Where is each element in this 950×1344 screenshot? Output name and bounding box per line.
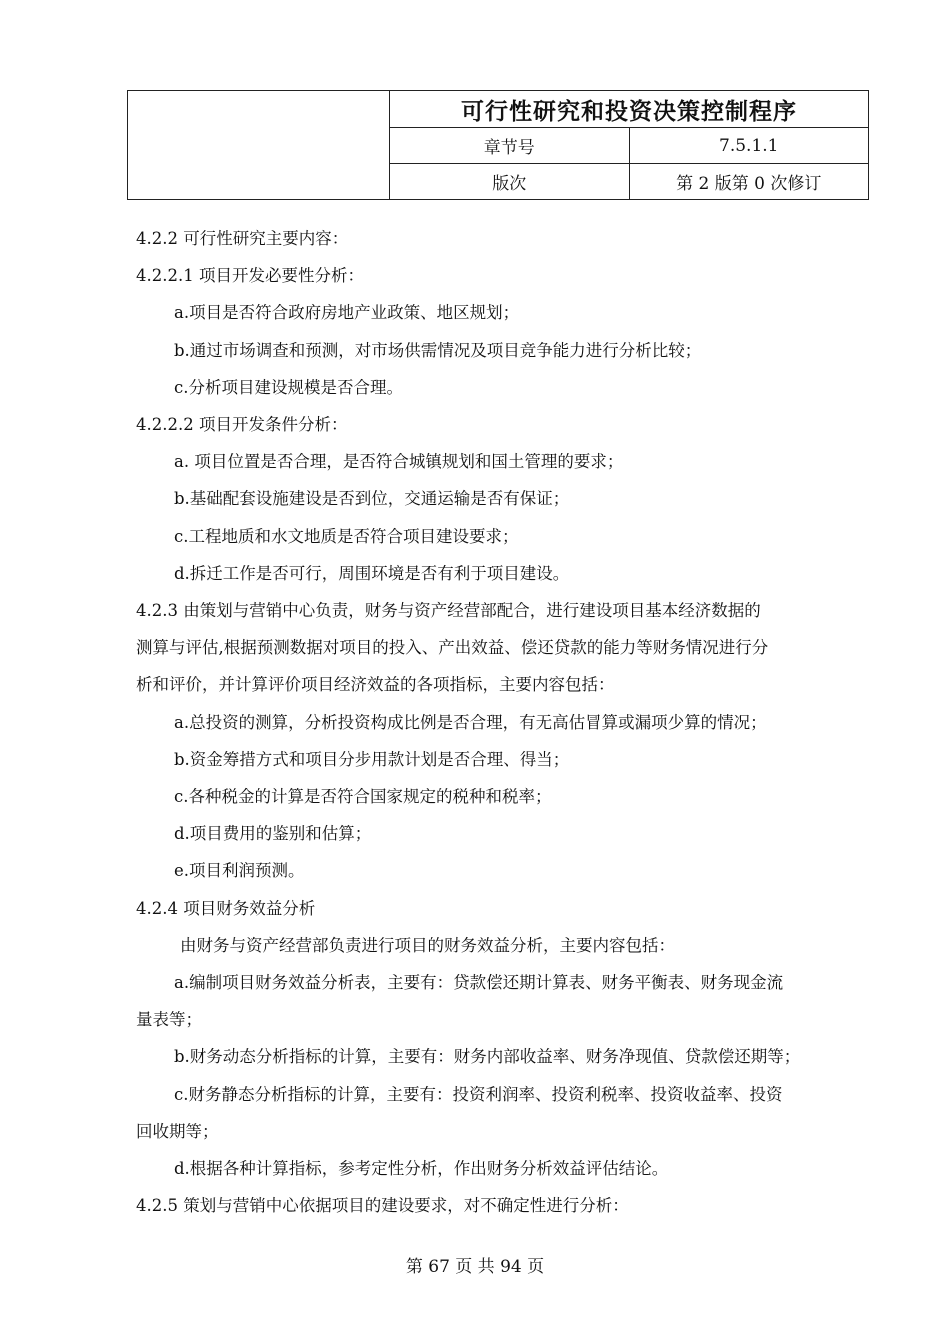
body-line: a.编制项目财务效益分析表，主要有：贷款偿还期计算表、财务平衡表、财务现金流 (174, 973, 784, 993)
document-body (0, 220, 950, 1224)
body-line: b.基础配套设施建设是否到位，交通运输是否有保证； (174, 489, 570, 509)
body-line: d.项目费用的鉴别和估算； (174, 824, 372, 844)
body-line: b.资金筹措方式和项目分步用款计划是否合理、得当； (174, 749, 570, 769)
body-line: a.项目是否符合政府房地产业政策、地区规划； (174, 303, 520, 323)
chapter-value: 7.5.1.1 (629, 128, 869, 164)
body-line: 4.2.2 可行性研究主要内容： (136, 229, 349, 248)
body-line: 4.2.2.1 项目开发必要性分析： (136, 266, 364, 286)
page-number: 第 67 页 共 94 页 (405, 1257, 545, 1277)
chapter-label: 章节号 (390, 128, 630, 164)
body-line: 析和评价，并计算评价项目经济效益的各项指标，主要内容包括： (136, 675, 615, 695)
body-line: 由财务与资产经营部负责进行项目的财务效益分析，主要内容包括： (180, 935, 675, 955)
body-line: 4.2.5 策划与营销中心依据项目的建设要求，对不确定性进行分析： (136, 1196, 629, 1216)
body-line: a.总投资的测算，分析投资构成比例是否合理，有无高估冒算或漏项少算的情况； (174, 712, 767, 732)
body-line: 回收期等； (136, 1121, 219, 1141)
body-line: c.分析项目建设规模是否合理。 (174, 377, 403, 397)
body-line: b.通过市场调查和预测，对市场供需情况及项目竞争能力进行分析比较； (174, 340, 702, 360)
body-line: 4.2.4 项目财务效益分析 (136, 898, 316, 918)
document-header-table (127, 90, 869, 200)
version-label: 版次 (390, 164, 630, 200)
body-line: 测算与评估,根据预测数据对项目的投入、产出效益、偿还贷款的能力等财务情况进行分 (136, 638, 769, 658)
body-line: b.财务动态分析指标的计算，主要有：财务内部收益率、财务净现值、贷款偿还期等； (174, 1047, 801, 1067)
body-line: 量表等； (136, 1010, 202, 1030)
body-line: c.各种税金的计算是否符合国家规定的税种和税率； (174, 787, 552, 807)
body-line: d.拆迁工作是否可行，周围环境是否有利于项目建设。 (174, 563, 570, 583)
body-line: e.项目利润预测。 (174, 861, 305, 881)
body-line: a. 项目位置是否合理，是否符合城镇规划和国土管理的要求； (174, 452, 624, 472)
version-value: 第 2 版第 0 次修订 (629, 164, 869, 200)
body-line: d.根据各种计算指标，参考定性分析，作出财务分析效益评估结论。 (174, 1159, 669, 1179)
body-line: c.财务静态分析指标的计算，主要有：投资利润率、投资利税率、投资收益率、投资 (174, 1084, 783, 1104)
body-line: c.工程地质和水文地质是否符合项目建设要求； (174, 526, 519, 546)
body-line: 4.2.2.2 项目开发条件分析： (136, 415, 348, 435)
body-line: 4.2.3 由策划与营销中心负责，财务与资产经营部配合，进行建设项目基本经济数据的 (136, 601, 761, 621)
logo-cell (128, 91, 390, 200)
document-title: 可行性研究和投资决策控制程序 (390, 91, 869, 128)
